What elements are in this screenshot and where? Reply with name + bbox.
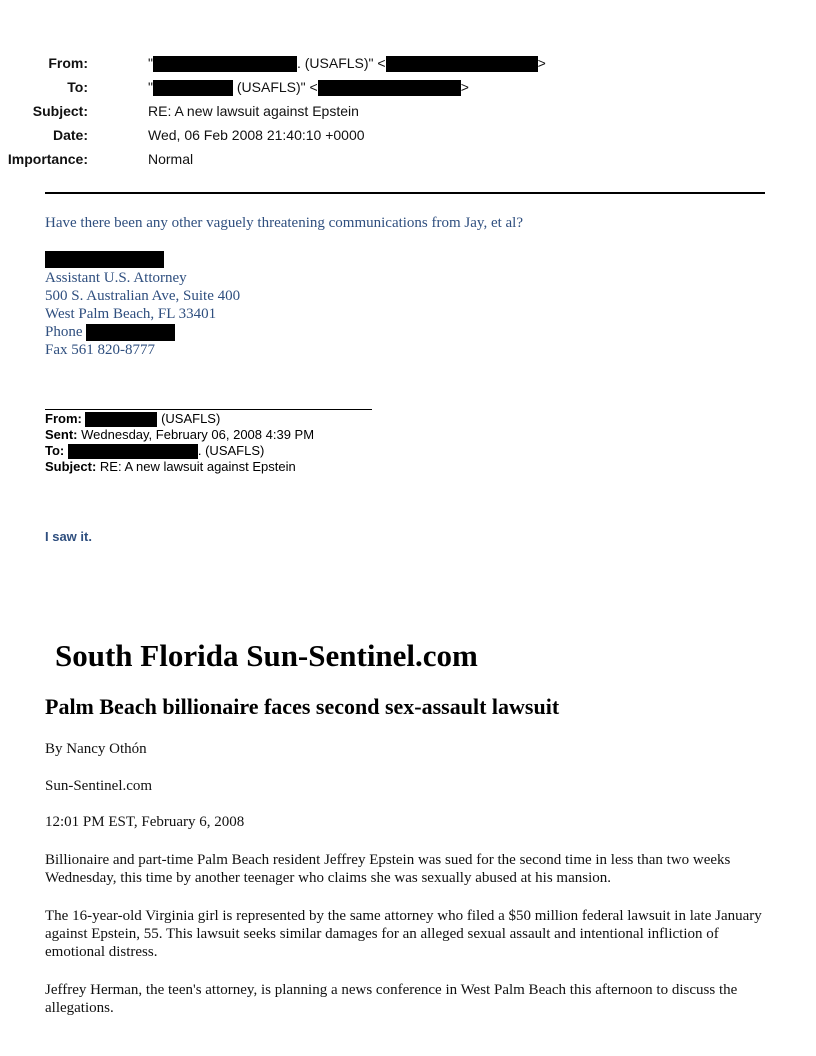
- date-label: Date:: [52, 127, 88, 143]
- fwd-from: From: (USAFLS): [45, 411, 221, 426]
- fwd-to: To: . (USAFLS): [45, 443, 265, 458]
- redaction: [153, 56, 297, 72]
- subject-value: RE: A new lawsuit against Epstein: [148, 103, 359, 119]
- article-timestamp: 12:01 PM EST, February 6, 2008: [45, 814, 245, 830]
- importance-value: Normal: [148, 151, 194, 167]
- redaction: [86, 324, 175, 341]
- article-byline: By Nancy Othón: [45, 741, 147, 757]
- forward-divider: [45, 409, 372, 410]
- fwd-subject: Subject: RE: A new lawsuit against Epstein: [45, 459, 296, 474]
- redaction: [85, 412, 157, 427]
- forwarded-body: I saw it.: [45, 529, 92, 544]
- to-label: To:: [67, 79, 88, 95]
- redaction: [45, 251, 164, 268]
- importance-label: Importance:: [7, 151, 88, 167]
- fwd-sent: Sent: Wednesday, February 06, 2008 4:39 PM: [45, 427, 315, 442]
- signature-fax: Fax 561 820-8777: [45, 342, 155, 358]
- article-paragraph: The 16-year-old Virginia girl is represented by the same attorney who filed a $50 million federal lawsuit in late January against Epstein, 55. This lawsuit seeks similar damages for an alleged sexual assault and intentional infliction of emotional distress.: [45, 908, 762, 960]
- article-source: Sun-Sentinel.com: [45, 778, 153, 794]
- redaction: [318, 80, 461, 96]
- redaction: [386, 56, 538, 72]
- article-masthead: South Florida Sun-Sentinel.com: [55, 638, 478, 673]
- signature-phone: Phone: [45, 323, 175, 341]
- date-value: Wed, 06 Feb 2008 21:40:10 +0000: [148, 127, 365, 143]
- redaction: [68, 444, 198, 459]
- to-value: " (USAFLS)" < >: [148, 79, 469, 95]
- signature-title: Assistant U.S. Attorney: [45, 270, 187, 286]
- from-value: " . (USAFLS)" < >: [148, 55, 546, 71]
- signature-address1: 500 S. Australian Ave, Suite 400: [45, 288, 241, 304]
- article-paragraph: Billionaire and part-time Palm Beach resident Jeffrey Epstein was sued for the second time in less than two weeks Wednesday, this time by another teenager who claims she was sexually abused at his mansion.: [45, 852, 731, 886]
- header-divider: [45, 192, 765, 194]
- redaction: [153, 80, 233, 96]
- article-paragraph: Jeffrey Herman, the teen's attorney, is planning a news conference in West Palm Beach this afternoon to discuss the allegations.: [45, 982, 738, 1016]
- signature-address2: West Palm Beach, FL 33401: [45, 306, 217, 322]
- article-headline: Palm Beach billionaire faces second sex-assault lawsuit: [45, 694, 560, 719]
- subject-label: Subject:: [32, 103, 88, 119]
- reply-body: Have there been any other vaguely threatening communications from Jay, et al?: [45, 215, 524, 231]
- from-label: From:: [48, 55, 88, 71]
